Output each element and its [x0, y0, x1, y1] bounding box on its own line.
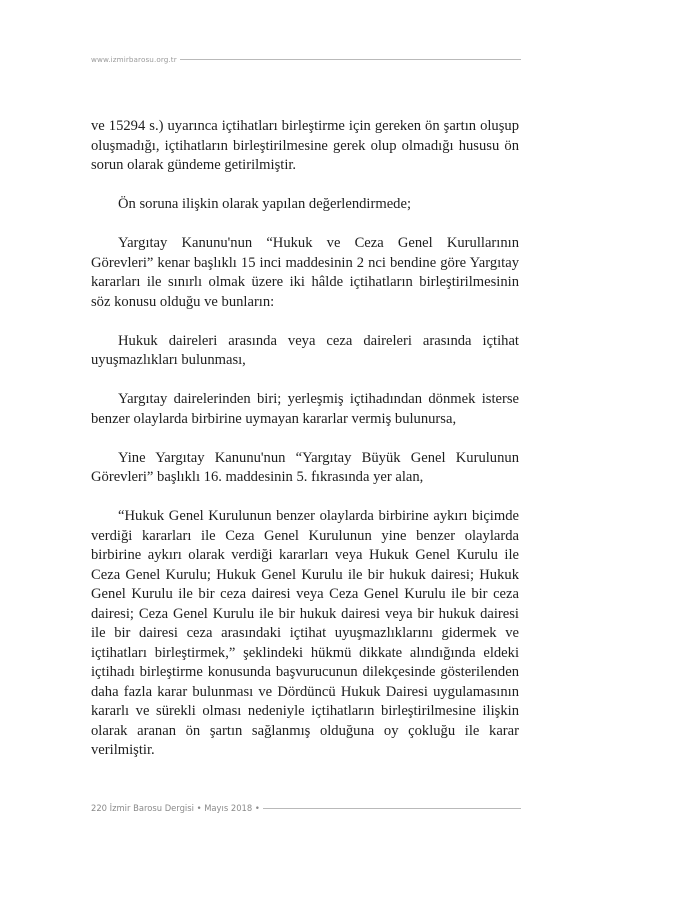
page-footer	[91, 800, 521, 816]
paragraph: Yargıtay Kanunu'nun “Hukuk ve Ceza Genel Kurullarının Görevleri” kenar başlıklı 15 inci maddesinin 2 nci bendine göre Yargıtay kararları ile sınırlı olmak üzere iki hâlde içtihatların birleştirilmesinin söz konusu olduğu ve bunların:	[91, 235, 519, 310]
paragraph: “Hukuk Genel Kurulunun benzer olaylarda birbirine aykırı biçimde verdiği kararları ile Ceza Genel Kurulunun yine benzer olaylarda birbirine aykırı olarak verdiği kararları veya Hukuk Genel Kurulu ile Ceza Genel Kurulu; Hukuk Genel Kurulu ile bir hukuk dairesi; Hukuk Genel Kurulu ile bir ceza dairesi veya Ceza Genel Kurulu ile bir ceza dairesi; Ceza Genel Kurulu ile bir hukuk dairesi veya bir hukuk dairesi ile bir dairesi ceza arasındaki içtihat uyuşmazlıklarını gidermek ve içtihatları birleştirmek,” şeklindeki hükmü dikkate alındığında eldeki içtihadı birleştirme konusunda başvurucunun dilekçesinde gösterilenden daha fazla karar bulunması ve Dördüncü Hukuk Dairesi uygulamasının kararlı ve sürekli olması nedeniyle içtihatların birleştirilmesine ilişkin olarak aranan ön şartın sağlanmış olduğuna oy çokluğu ile karar verilmiştir.	[91, 508, 519, 758]
footer-text: 220 İzmir Barosu Dergisi • Mayıs 2018 •	[91, 803, 260, 813]
paragraph: Ön soruna ilişkin olarak yapılan değerlendirmede;	[118, 196, 412, 212]
paragraph: Yargıtay dairelerinden biri; yerleşmiş içtihadından dönmek isterse benzer olaylarda birbirine uymayan kararlar vermiş bulunursa,	[91, 391, 519, 427]
header-url: www.izmirbarosu.org.tr	[91, 54, 177, 64]
paragraph: Yine Yargıtay Kanunu'nun “Yargıtay Büyük Genel Kurulunun Görevleri” başlıklı 16. maddesinin 5. fıkrasında yer alan,	[91, 449, 519, 485]
paragraph: ve 15294 s.) uyarınca içtihatları birleştirme için gereken ön şartın oluşup oluşmadığı, içtihatların birleştirilmesine gerek olup olmadığı hususu ön sorun olarak gündeme getirilmiştir.	[91, 118, 519, 173]
paragraph: Hukuk daireleri arasında veya ceza daireleri arasında içtihat uyuşmazlıkları bulunması,	[91, 332, 519, 368]
body-text	[91, 117, 519, 761]
header-rule	[180, 59, 521, 60]
page-header	[91, 51, 521, 67]
footer-rule	[263, 808, 521, 809]
